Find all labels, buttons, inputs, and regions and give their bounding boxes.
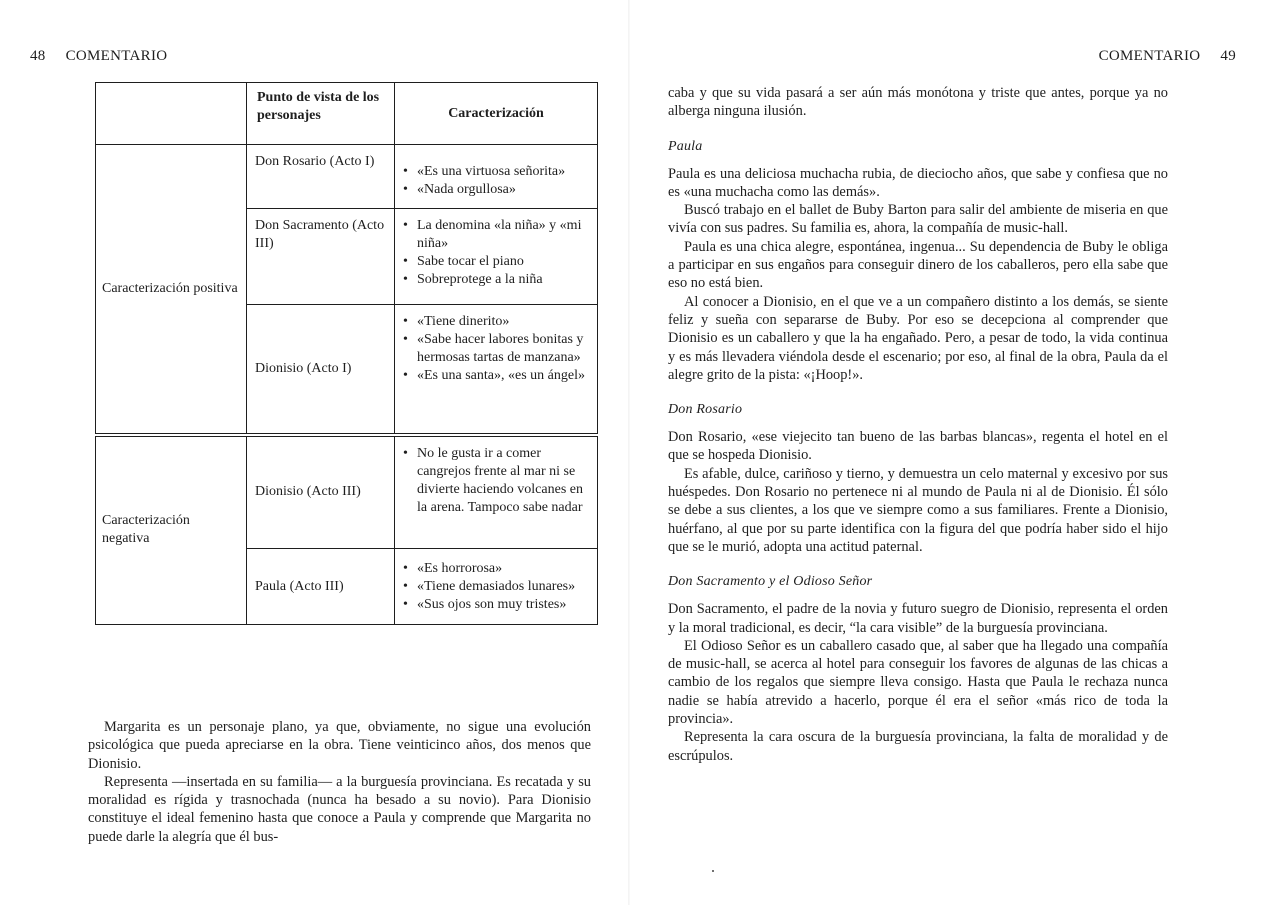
- margarita-commentary: [88, 718, 591, 846]
- header-empty-cell: [96, 83, 247, 145]
- quote-item: • «Es una virtuosa señorita»: [401, 163, 595, 181]
- running-head-right: [1099, 48, 1236, 65]
- section-title-text: Paula: [668, 138, 703, 154]
- paragraph: Al conocer a Dionisio, en el que ve a un compañero distinto a los demás, se siente feliz y sueña con separarse de Buby. Por eso se decepciona al comprender que Dionisio es un caballero y que la ha engañado. Pero, a pesar de todo, la vida continua y es más llevadera viéndola desde el escenario; por eso, al final de la obra, Paula da el alegre grito de la pista: «¡Hoop!».: [668, 293, 1168, 383]
- quotes-cell: [395, 305, 598, 435]
- quote-item: • «Sus ojos son muy tristes»: [401, 596, 595, 614]
- print-speck: [712, 870, 714, 872]
- paragraph: Es afable, dulce, cariñoso y tierno, y demuestra un celo maternal y excesivo por sus huéspedes. Don Rosario no pertenece ni al mundo de Paula ni al de Dionisio. Él sólo se debe a sus clientes, a los que ve siempre como a sus familiares. Frente a Dionisio, huérfano, al que por su parte identifica con la figura del que podría haber sido el hijo que se le murió, adopta una actitud paternal.: [668, 465, 1168, 555]
- paragraph: Don Sacramento, el padre de la novia y futuro suegro de Dionisio, representa el orden y la moral tradicional, es decir, “la cara visible” de la burguesía provinciana.: [668, 601, 1168, 636]
- quote-item: • «Sabe hacer labores bonitas y hermosas tartas de manzana»: [401, 331, 595, 367]
- category-cell: Caracterización negativa: [96, 435, 247, 625]
- quotes-cell: [395, 435, 598, 549]
- section-title-text: Don Sacramento y el Odioso Señor: [668, 574, 873, 590]
- paragraph: Paula es una deliciosa muchacha rubia, de dieciocho años, que sabe y confiesa que no es «una muchacha como las demás».: [668, 165, 1168, 200]
- quotes-cell: [395, 145, 598, 209]
- section-title-don-rosario: [668, 402, 1168, 418]
- quote-item: • La denomina «la niña» y «mi niña»: [401, 217, 595, 253]
- running-head-title: COMENTARIO: [65, 48, 168, 64]
- left-page: [0, 0, 630, 905]
- quote-item: • «Tiene dinerito»: [401, 313, 595, 331]
- paragraph: Representa la cara oscura de la burguesía provinciana, la falta de moralidad y de escrúpulos.: [668, 729, 1168, 764]
- paragraph: Paula es una chica alegre, espontánea, ingenua... Su dependencia de Buby le obliga a participar en sus engaños para conseguir dinero de los caballeros, pero ella sabe que eso no está bien.: [668, 238, 1168, 292]
- right-column: [668, 84, 1168, 765]
- quote-item: • «Es horrorosa»: [401, 560, 595, 578]
- page-number: 48: [30, 48, 46, 64]
- category-cell: Caracterización positiva: [96, 145, 247, 435]
- right-page: [640, 0, 1280, 905]
- header-point-of-view: Punto de vista de los personajes: [247, 83, 395, 145]
- quote-item: • No le gusta ir a comer cangrejos frente al mar ni se divierte haciendo volcanes en la arena. Tampoco sabe nadar: [401, 445, 595, 517]
- section-title-paula: [668, 139, 1168, 155]
- section-title-don-sacramento: [668, 574, 1168, 590]
- continuation-paragraph: caba y que su vida pasará a ser aún más monótona y triste que antes, porque ya no alberga ninguna ilusión.: [668, 85, 1168, 120]
- paragraph: Representa —insertada en su familia— a la burguesía provinciana. Es recatada y su moralidad es rígida y trasnochada (nunca ha besado a su novio). Para Dionisio constituye el ideal femenino hasta que conoce a Paula y comprende que Margarita no puede darle la alegría que él bus-: [88, 773, 591, 845]
- character-cell: Don Rosario (Acto I): [247, 145, 395, 209]
- section-title-text: Don Rosario: [668, 402, 743, 418]
- paragraph: Margarita es un personaje plano, ya que, obviamente, no sigue una evolución psicológica que pueda apreciarse en la obra. Tiene veinticinco años, dos menos que Dionisio.: [88, 719, 591, 772]
- characterization-table: [95, 82, 598, 625]
- quotes-cell: [395, 549, 598, 625]
- header-characterization: Caracterización: [395, 83, 598, 145]
- table-header-row: [96, 83, 598, 145]
- paragraph: Buscó trabajo en el ballet de Buby Barton para salir del ambiente de miseria en que vivía con sus padres. Su familia es, ahora, la compañía de music-hall.: [668, 202, 1168, 237]
- character-cell: Paula (Acto III): [247, 549, 395, 625]
- quote-item: • «Nada orgullosa»: [401, 181, 595, 199]
- table-row: [96, 145, 598, 209]
- running-head-left: [30, 48, 167, 65]
- page-number: 49: [1220, 48, 1236, 64]
- quote-item: • Sobreprotege a la niña: [401, 271, 595, 289]
- quote-item: • Sabe tocar el piano: [401, 253, 595, 271]
- quotes-cell: [395, 209, 598, 305]
- paragraph: Don Rosario, «ese viejecito tan bueno de las barbas blancas», regenta el hotel en el que se hospeda Dionisio.: [668, 429, 1168, 464]
- running-head-title: COMENTARIO: [1098, 48, 1201, 64]
- character-cell: Dionisio (Acto I): [247, 305, 395, 435]
- paragraph: El Odioso Señor es un caballero casado que, al saber que ha llegado una compañía de music-hall, se acerca al hotel para conseguir los favores de algunas de las chicas a cambio de los regalos que siempre lleva consigo. Hasta que Paula le rechaza nunca nadie se había atrevido a hacerlo, porque él era el señor «más rico de toda la provincia».: [668, 637, 1168, 728]
- table-row: [96, 435, 598, 549]
- character-cell: Dionisio (Acto III): [247, 435, 395, 549]
- quote-item: • «Es una santa», «es un ángel»: [401, 367, 595, 385]
- character-cell: Don Sacramento (Acto III): [247, 209, 395, 305]
- quote-item: • «Tiene demasiados lunares»: [401, 578, 595, 596]
